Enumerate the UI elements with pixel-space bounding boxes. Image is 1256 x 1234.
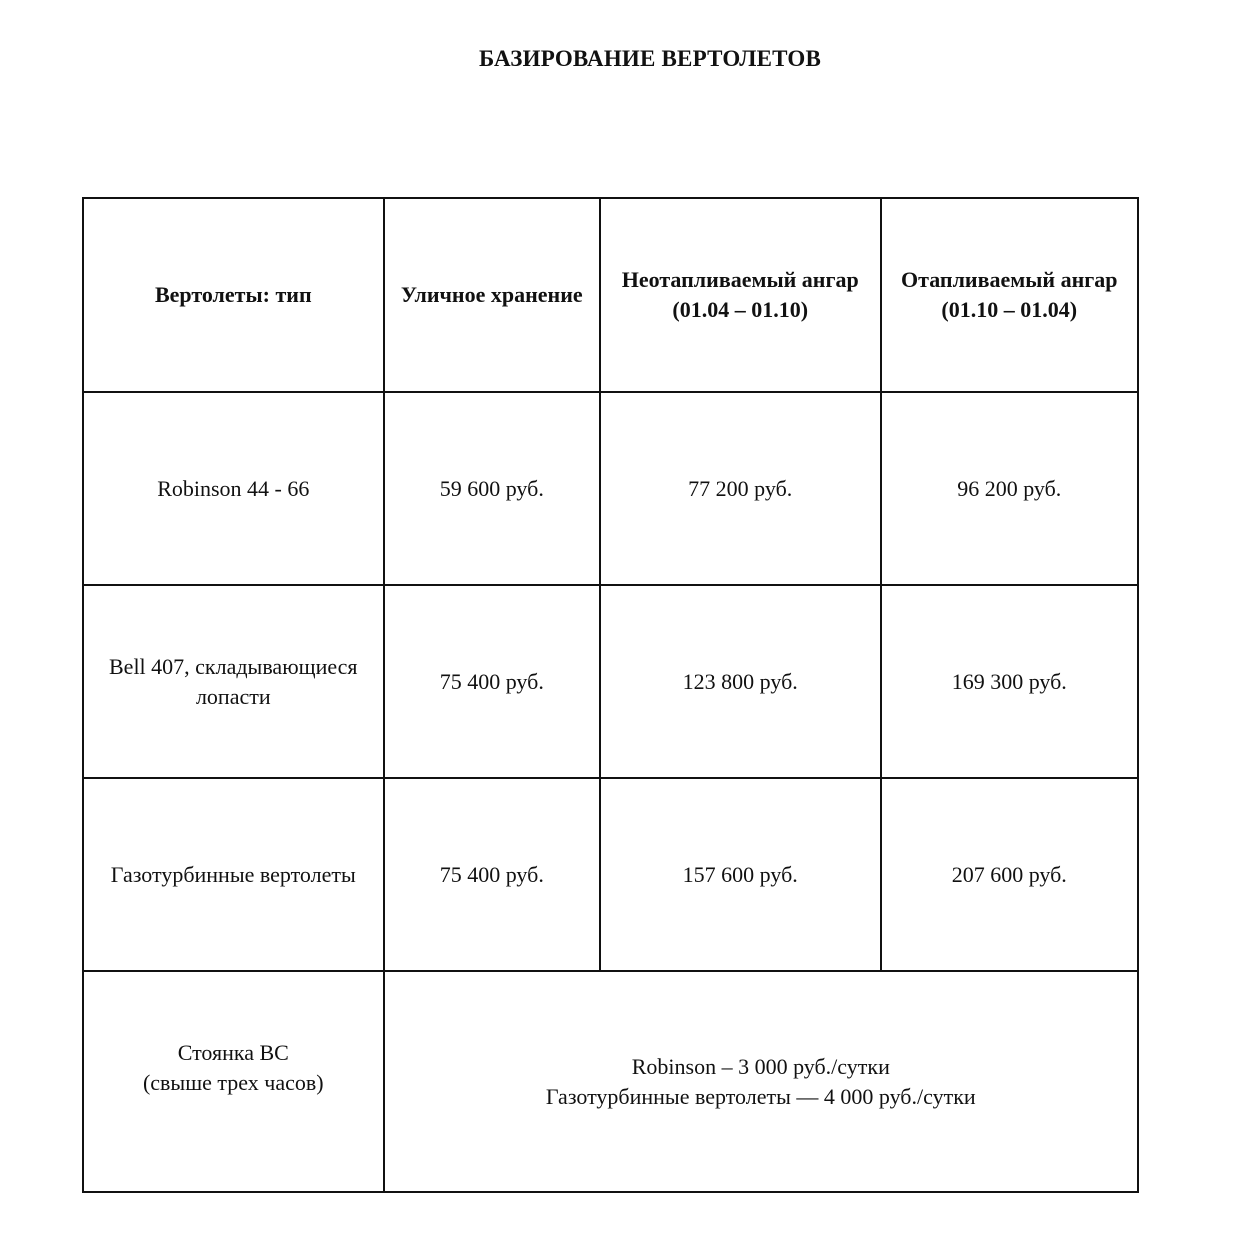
parking-label-cell xyxy=(83,971,384,1192)
type-label: Robinson 44 - 66 xyxy=(157,475,310,501)
cell-outdoor: 75 400 руб. xyxy=(384,585,600,778)
cell-type xyxy=(83,585,384,778)
header-unheated-label: Неотапливаемый ангар xyxy=(621,267,859,292)
cell-heated: 207 600 руб. xyxy=(881,778,1139,971)
parking-rate-gas-turbine: Газотурбинные вертолеты — 4 000 руб./сутки xyxy=(545,1083,976,1109)
cell-outdoor: 75 400 руб. xyxy=(384,778,600,971)
header-heated-period: (01.10 – 01.04) xyxy=(941,297,1078,322)
cell-heated: 96 200 руб. xyxy=(881,392,1139,585)
header-type-label: Вертолеты: тип xyxy=(154,282,312,307)
pricing-table xyxy=(82,197,1139,1193)
cell-unheated: 157 600 руб. xyxy=(600,778,881,971)
cell-unheated: 123 800 руб. xyxy=(600,585,881,778)
cell-unheated: 77 200 руб. xyxy=(600,392,881,585)
cell-heated: 169 300 руб. xyxy=(881,585,1139,778)
header-heated xyxy=(881,198,1139,392)
table-row xyxy=(83,778,1138,971)
type-label: Bell 407, складывающиеся xyxy=(109,653,358,679)
parking-rate-robinson: Robinson – 3 000 руб./сутки xyxy=(631,1053,890,1079)
header-unheated-period: (01.04 – 01.10) xyxy=(672,297,809,322)
table-row xyxy=(83,392,1138,585)
parking-row xyxy=(83,971,1138,1192)
table-header-row xyxy=(83,198,1138,392)
page-title: БАЗИРОВАНИЕ ВЕРТОЛЕТОВ xyxy=(478,46,822,71)
parking-label: Стоянка ВС xyxy=(177,1039,289,1065)
parking-rates-cell xyxy=(384,971,1138,1192)
cell-outdoor: 59 600 руб. xyxy=(384,392,600,585)
header-type xyxy=(83,198,384,392)
header-unheated xyxy=(600,198,881,392)
header-heated-label: Отапливаемый ангар xyxy=(901,267,1118,292)
table-row xyxy=(83,585,1138,778)
parking-label-note: (свыше трех часов) xyxy=(142,1069,324,1095)
cell-type xyxy=(83,392,384,585)
type-label: Газотурбинные вертолеты xyxy=(110,861,356,887)
type-label-cont: лопасти xyxy=(195,683,271,709)
header-outdoor-label: Уличное хранение xyxy=(400,282,583,307)
cell-type xyxy=(83,778,384,971)
header-outdoor xyxy=(384,198,600,392)
